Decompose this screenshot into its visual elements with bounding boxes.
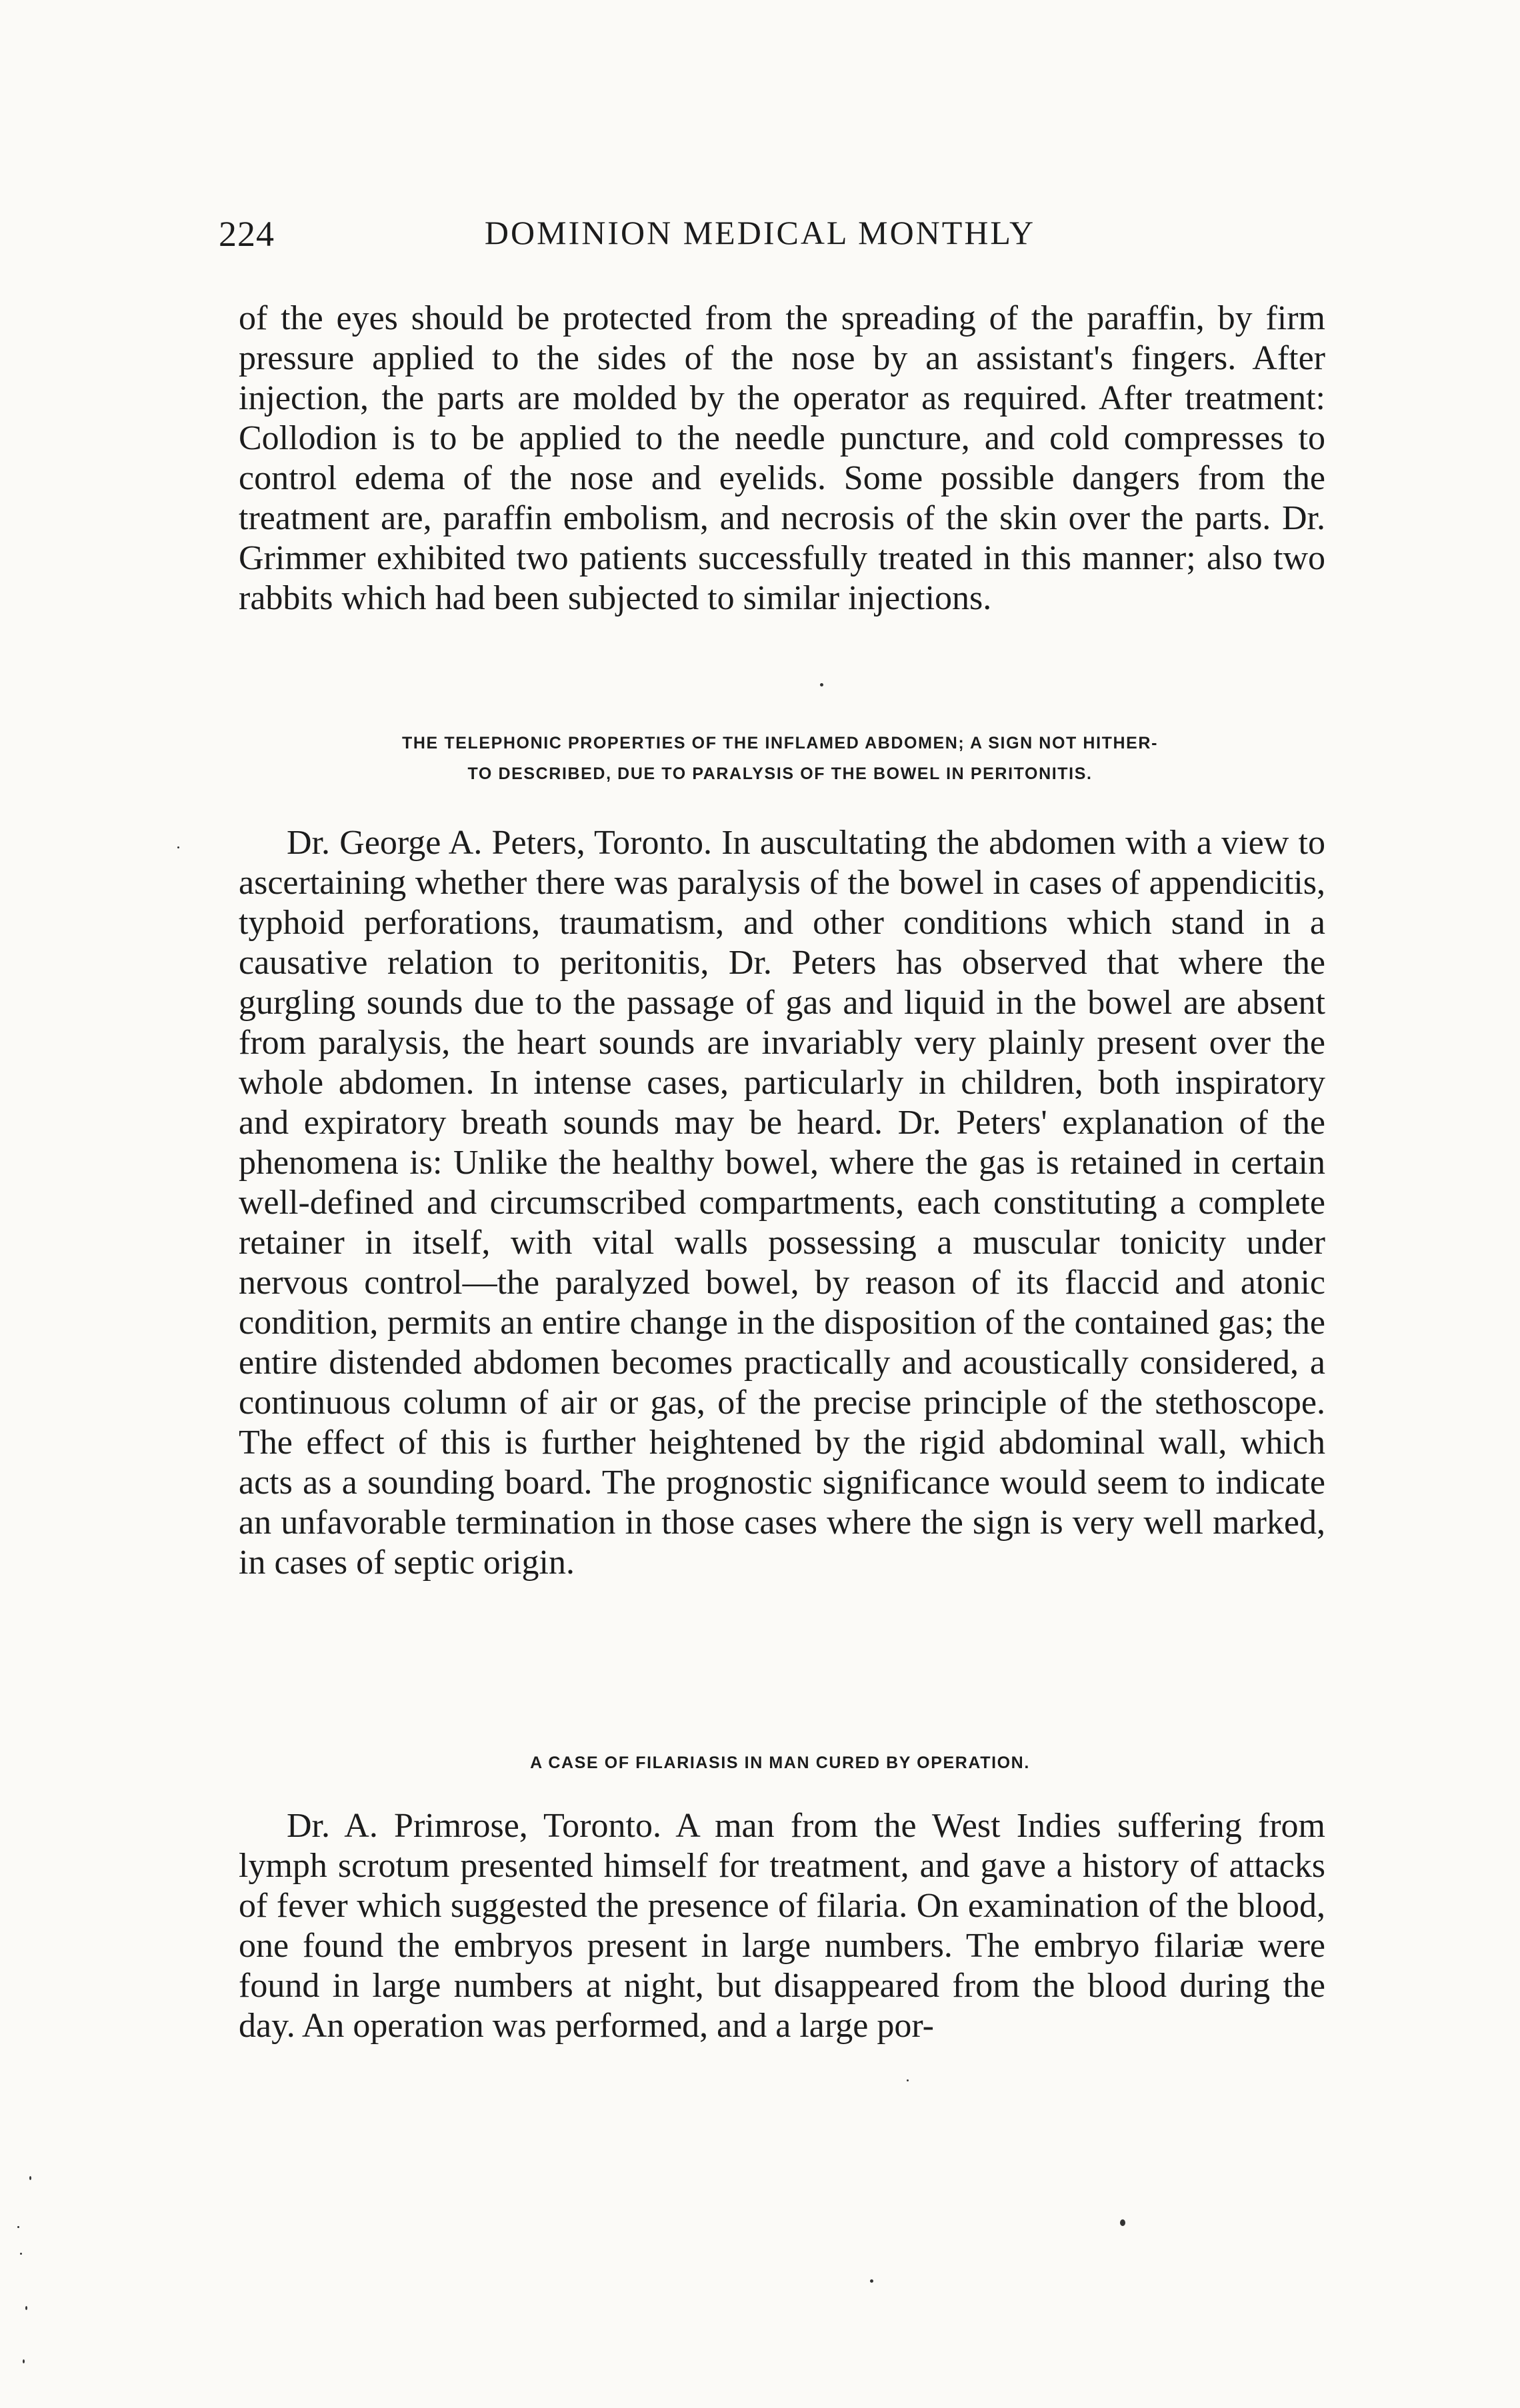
telephonic-heading	[220, 728, 1340, 789]
scan-speck	[177, 846, 179, 848]
continuation-paragraph	[239, 299, 1325, 618]
scan-speck	[907, 2079, 909, 2081]
scan-speck	[17, 2226, 19, 2228]
filariasis-heading	[220, 1748, 1340, 1778]
filariasis-heading-line: A CASE OF FILARIASIS IN MAN CURED BY OPERATION.	[530, 1754, 1030, 1772]
filariasis-text: Dr. A. Primrose, Toronto. A man from the West Indies suffering from lymph scrotum presented himself for treatment, and gave a history of attacks of fever which suggested the presence of filaria. On examination of the blood, one found the embryos present in large numbers. The embryo filariæ were found in large numbers at night, but disappeared from the blood during the day. An operation was performed, and a large por-	[239, 1807, 1325, 2045]
scan-speck	[20, 2253, 22, 2255]
scan-speck	[870, 2279, 873, 2283]
telephonic-text: Dr. George A. Peters, Toronto. In auscultating the abdomen with a view to ascertaining whether there was paralysis of the bowel in cases of appendicitis, typhoid perforations, traumatism, and other conditions which stand in a causative relation to peritonitis, Dr. Peters has observed that where the gurgling sounds due to the passage of gas and liquid in the bowel are absent from paralysis, the heart sounds are invariably very plainly present over the whole abdomen. In intense cases, particularly in children, both inspiratory and expiratory breath sounds may be heard. Dr. Peters' explanation of the phenomena is: Unlike the healthy bowel, where the gas is retained in certain well-defined and circumscribed compartments, each constituting a complete retainer in itself, with vital walls possessing a muscular tonicity under nervous control—the paralyzed bowel, by reason of its flaccid and atonic condition, permits an entire change in the disposition of the contained gas; the entire distended abdomen becomes practically and acoustically considered, a continuous column of air or gas, of the precise principle of the stethoscope. The effect of this is further heightened by the rigid abdominal wall, which acts as a sounding board. The prognostic significance would seem to indicate an unfavorable termination in those cases where the sign is very well marked, in cases of septic origin.	[239, 824, 1325, 1582]
telephonic-paragraph	[239, 823, 1325, 1583]
continuation-text: of the eyes should be protected from the spreading of the paraffin, by firm pressure applied to the sides of the nose by an assistant's fingers. After injection, the parts are molded by the operator as required. After treatment: Collodion is to be applied to the needle puncture, and cold compresses to control edema of the nose and eyelids. Some possible dangers from the treatment are, paraffin embolism, and necrosis of the skin over the parts. Dr. Grimmer exhibited two patients successfully treated in this manner; also two rabbits which had been subjected to similar injections.	[239, 299, 1325, 617]
scan-speck	[25, 2306, 27, 2310]
telephonic-heading-line-1: THE TELEPHONIC PROPERTIES OF THE INFLAMED ABDOMEN; A SIGN NOT HITHER-	[401, 734, 1159, 752]
filariasis-paragraph	[239, 1806, 1325, 2046]
scan-speck	[1120, 2219, 1125, 2226]
telephonic-heading-line-2: TO DESCRIBED, DUE TO PARALYSIS OF THE BOWEL IN PERITONITIS.	[467, 764, 1093, 783]
scan-speck	[820, 683, 823, 686]
scan-speck	[29, 2176, 31, 2180]
scan-speck	[23, 2359, 25, 2363]
running-head: DOMINION MEDICAL MONTHLY	[484, 214, 1036, 251]
page-number: 224	[219, 214, 275, 254]
